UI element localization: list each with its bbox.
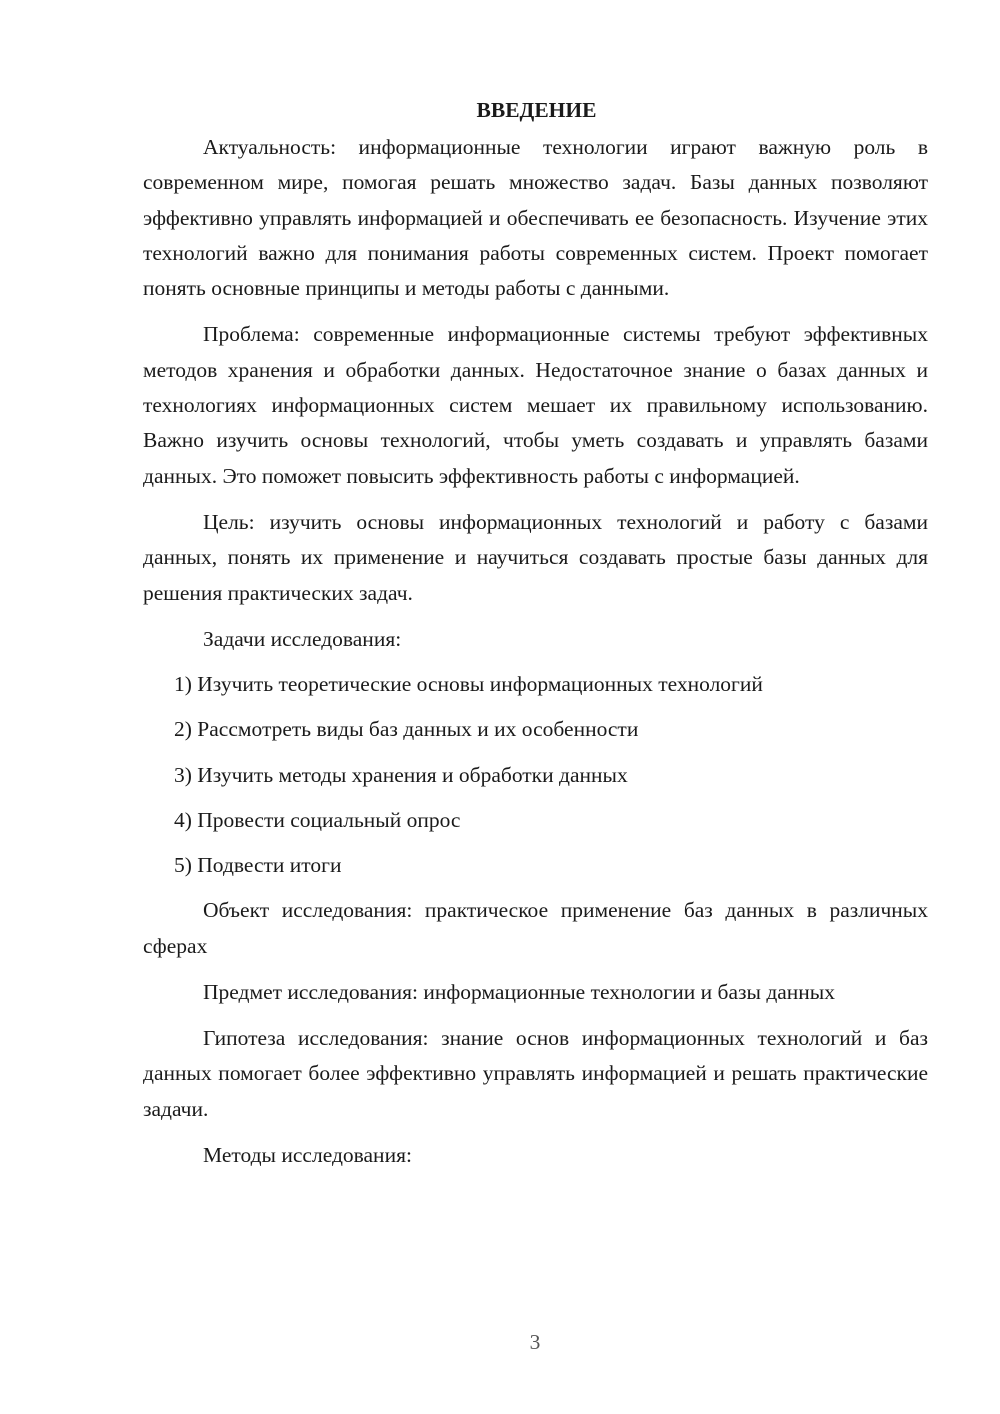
page-content: [143, 93, 928, 1183]
section-heading: ВВЕДЕНИЕ: [476, 98, 597, 122]
task-item: 1) Изучить теоретические основы информационных технологий: [174, 672, 763, 697]
task-item: 5) Подвести итоги: [174, 852, 342, 877]
tasks-list: [143, 667, 928, 883]
paragraph-subject: Предмет исследования: информационные технологии и базы данных: [203, 979, 836, 1004]
task-item: 4) Провести социальный опрос: [174, 807, 461, 832]
page-number: 3: [529, 1330, 541, 1354]
paragraph-goal: Цель: изучить основы информационных технологий и работу с базами данных, понять их применение и научиться создавать простые базы данных для решения практических задач.: [143, 509, 928, 605]
paragraph-hypothesis: Гипотеза исследования: знание основ информационных технологий и баз данных помогает более эффективно управлять информацией и решать практические задачи.: [143, 1026, 928, 1121]
task-item: 2) Рассмотреть виды баз данных и их особенности: [174, 717, 639, 742]
tasks-label: Задачи исследования:: [203, 626, 402, 651]
paragraph-problem: Проблема: современные информационные системы требуют эффективных методов хранения и обработки данных. Недостаточное знание о базах данных и технологиях информационных систем мешает их правильному использованию. Важно изучить основы технологий, чтобы уметь создавать и управлять базами данных. Это поможет повысить эффективность работы с информацией.: [143, 322, 928, 488]
paragraph-relevance: Актуальность: информационные технологии играют важную роль в современном мире, помогая решать множество задач. Базы данных позволяют эффективно управлять информацией и обеспечивать ее безопасность. Изучение этих технологий важно для понимания работы современных систем. Проект помогает понять основные принципы и методы работы с данными.: [143, 135, 928, 301]
methods-label: Методы исследования:: [203, 1142, 412, 1167]
paragraph-object: Объект исследования: практическое применение баз данных в различных сферах: [143, 898, 928, 958]
task-item: 3) Изучить методы хранения и обработки данных: [174, 762, 628, 787]
